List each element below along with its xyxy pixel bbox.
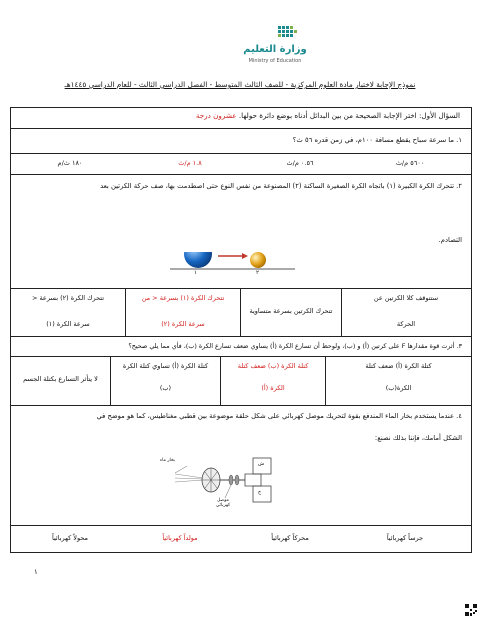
q2-option-3-line2: سرعة الكرة (٢) (161, 320, 205, 328)
q4-option-3-answer[interactable]: مولداً كهربائياً (162, 534, 198, 542)
page-number: ١ (34, 568, 38, 576)
steam-label: بخار ماء (160, 458, 176, 463)
q3-option-3[interactable] (111, 360, 220, 394)
q1-option-4[interactable]: ١٨٠ ث/م (57, 159, 83, 167)
q3-option-4[interactable] (11, 373, 110, 385)
q3-option-1-line2: الكرة(ب) (385, 384, 412, 392)
ball-1 (184, 252, 212, 268)
q2-option-3-answer[interactable] (126, 292, 240, 330)
q3-option-2-line1: كتلة الكرة (ب) ضعف كتلة (237, 362, 309, 370)
q3-option-3-line1: كتلة الكرة (أ) تساوي كتلة الكرة (122, 362, 209, 370)
q1-option-3-answer[interactable]: ١.٨ م/ث (178, 159, 202, 167)
logo-text-ar: وزارة التعليم (243, 44, 307, 55)
q3-option-1-line1: كتلة الكرة (أ) ضعف كتلة (365, 362, 432, 370)
q2-option-1-line2: الحركة (396, 320, 416, 328)
logo-text-en: Ministry of Education (248, 58, 302, 64)
q2-option-1-line1: ستتوقف كلا الكرتين عن (373, 294, 439, 302)
q2-option-4[interactable] (11, 292, 125, 330)
section-heading-text: السؤال الأول: اختر الإجابة الصحيحة من بين البدائل أدناه بوضع دائرة حولها. (238, 111, 460, 120)
q4-option-1[interactable]: جرساً كهربائياً (386, 534, 424, 542)
page-title: نموذج الإجابة لاختبار مادة العلوم المركزية - للصف الثالث المتوسط - الفصل الدراسي الثالث - للعام الدراسي ١٤٤٥هـ (64, 80, 416, 89)
conductor-label: موصل كهربائي (215, 498, 231, 508)
collision-diagram (170, 252, 300, 284)
q3-option-2-line2: الكرة (أ) (261, 384, 285, 392)
q2-text: ٢. تتحرك الكرة الكبيرة (١) باتجاه الكرة الصغيرة الساكنة (٢) المصنوعة من نفس النوع حتى اصطدمت بها، صف حركة الكرتين بعد (100, 182, 462, 190)
section-score: عشرون درجة (195, 111, 237, 120)
q2-text-continued: التصادم. (438, 236, 462, 244)
ball-2 (250, 252, 266, 268)
q2-option-2[interactable] (241, 305, 341, 317)
q3-option-4-line1: لا يتأثر التسارع بكتلة الجسم (23, 375, 98, 383)
q4-option-2[interactable]: محركاً كهربائياً (271, 534, 309, 542)
q3-text: ٣. أثرت قوة مقدارها F على كرتين (أ) و (ب)، ولوحظ أن تسارع الكرة (أ) يساوي ضعف تسارع الكرة (ب)، فأي مما يلي صحيح؟ (128, 342, 462, 350)
q2-option-3-line1: تتحرك الكرة (١) بسرعة < من (141, 294, 225, 302)
ball-2-label: ٢ (256, 270, 259, 276)
logo-mark-icon (244, 24, 304, 46)
q4-text: ٤. عندما يستخدم بخار الماء المندفع بقوة لتحريك موصل كهربائي على شكل حلقة موضوعة بين قطبي مغناطيس، كما هو موضح في (96, 412, 462, 420)
ball-1-label: ١ (194, 270, 197, 276)
q2-option-1[interactable] (341, 292, 471, 330)
q4-option-4[interactable]: محولاً كهربائياً (51, 534, 89, 542)
q1-option-1[interactable]: ٥٦٠٠ م/ث (395, 159, 425, 167)
q2-option-4-line1: تتحرك الكرة (٢) بسرعة < (31, 294, 105, 302)
q2-option-2-line1: تتحرك الكرتين بسرعة متساوية (249, 307, 333, 315)
q1-text: ١. ما سرعة سباح يقطع مسافة ١٠٠م، في زمن قدره ٥٦ ث؟ (292, 136, 462, 144)
q1-option-2[interactable]: ٠.٥٦ م/ث (286, 159, 314, 167)
q2-option-4-line2: سرعة الكرة (١) (46, 320, 90, 328)
q3-option-2-answer[interactable] (221, 360, 325, 394)
section-heading (196, 111, 460, 120)
q3-option-3-line2: (ب) (159, 384, 172, 392)
q4-text-continued: الشكل أمامك، فإننا بذلك نصنع: (374, 434, 462, 442)
q3-option-1[interactable] (326, 360, 471, 394)
qr-code-icon (465, 604, 477, 616)
south-pole-label: ج (258, 489, 262, 495)
north-pole-label: ش (258, 461, 265, 467)
